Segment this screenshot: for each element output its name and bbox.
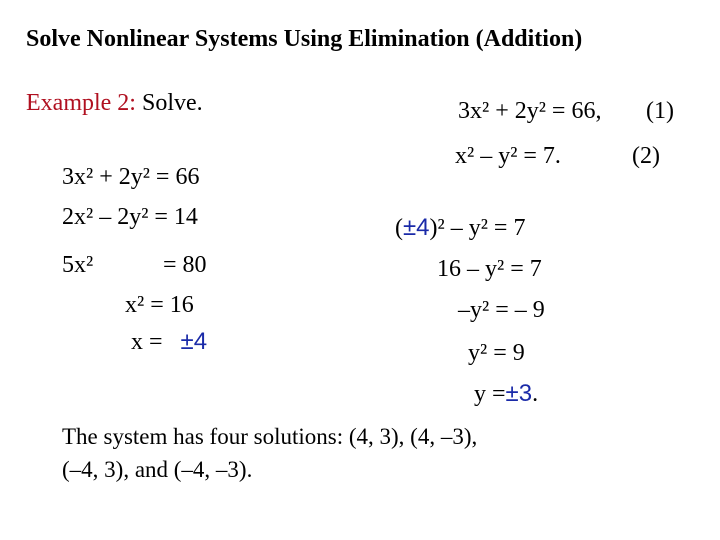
subst-value: ±4 <box>403 214 430 241</box>
subst-y-result <box>474 380 538 408</box>
subst-open-paren: ( <box>395 215 403 241</box>
system-eq2-tag: (2) <box>632 143 660 169</box>
y-end: . <box>532 381 539 407</box>
x-label: x = <box>131 329 163 355</box>
slide-title: Solve Nonlinear Systems Using Elimination (Addition) <box>26 26 583 52</box>
system-eq1: 3x² + 2y² = 66, <box>458 98 602 124</box>
y-value: ±3 <box>505 380 533 407</box>
example-label: Example 2: <box>26 90 136 116</box>
conclusion-line1: The system has four solutions: (4, 3), (4, –3), <box>62 424 478 449</box>
subst-line4: y² = 9 <box>468 340 525 366</box>
elim-line2: 2x² – 2y² = 14 <box>62 204 198 230</box>
y-label: y = <box>474 381 506 407</box>
system-eq2: x² – y² = 7. <box>455 143 561 169</box>
elim-line1: 3x² + 2y² = 66 <box>62 164 200 190</box>
elim-sum-lhs: 5x² <box>62 252 94 278</box>
subst-line1 <box>395 214 525 242</box>
conclusion <box>62 420 477 486</box>
subst-line1-rest: )² – y² = 7 <box>429 215 526 241</box>
conclusion-line2: (–4, 3), and (–4, –3). <box>62 457 253 482</box>
subst-line2: 16 – y² = 7 <box>437 256 542 282</box>
system-eq1-tag: (1) <box>646 98 674 124</box>
example-instruction: Solve. <box>141 90 203 116</box>
example-heading <box>26 90 203 117</box>
elim-divide: x² = 16 <box>125 292 194 318</box>
elim-sum-rhs: = 80 <box>163 252 207 278</box>
elim-x-result <box>131 328 207 356</box>
x-value: ±4 <box>180 328 208 355</box>
subst-line3: –y² = – 9 <box>458 297 545 323</box>
